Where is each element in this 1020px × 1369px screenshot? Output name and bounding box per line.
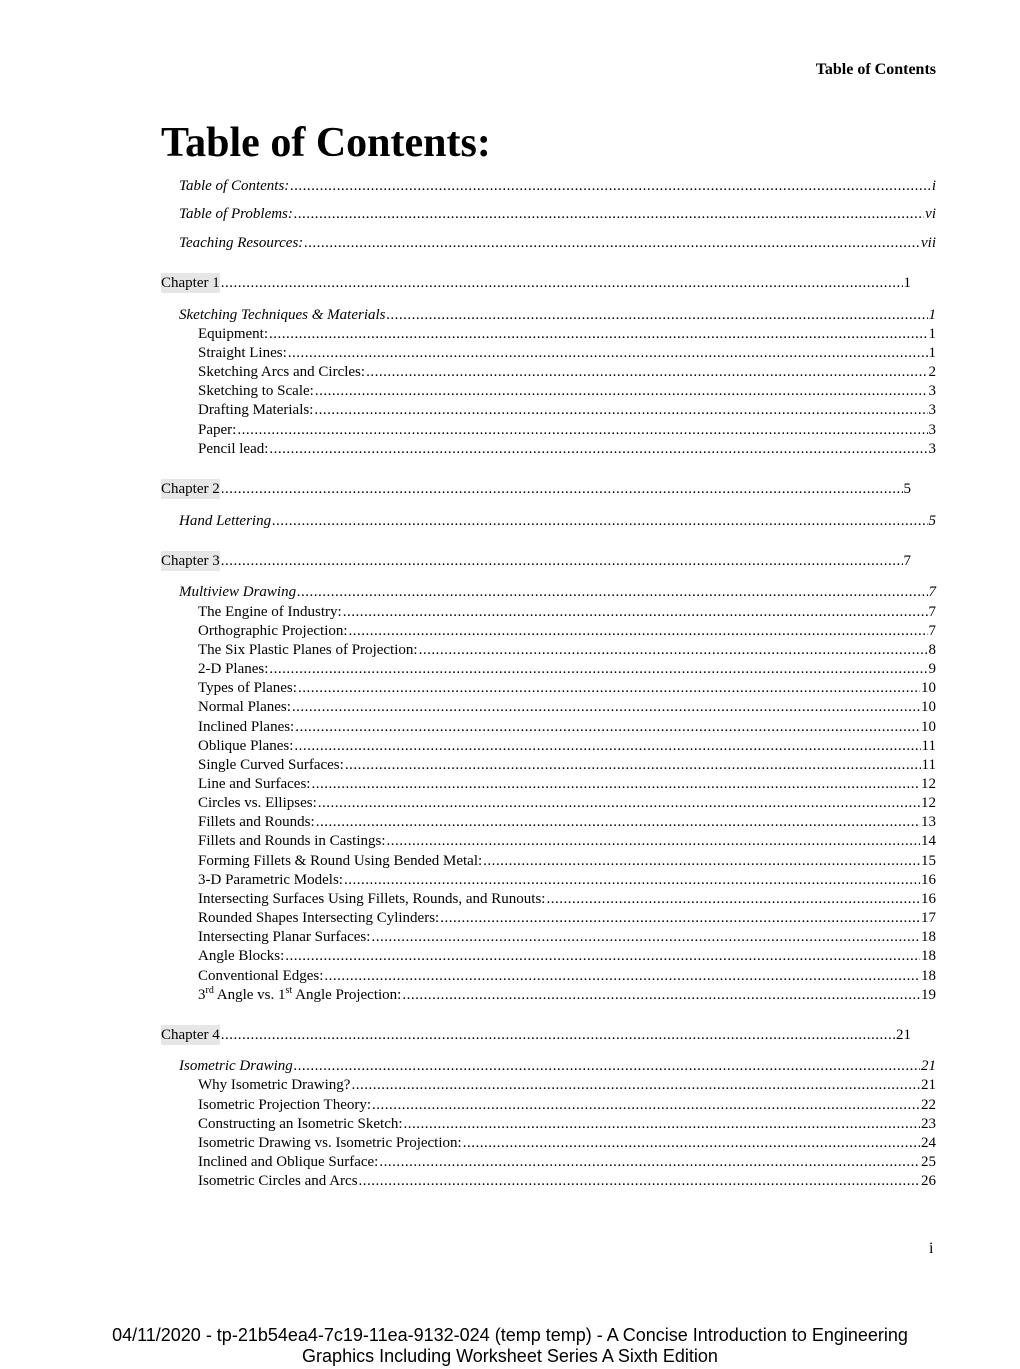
toc-entry-page: 21 xyxy=(921,1077,936,1093)
dot-leader xyxy=(269,659,927,679)
toc-entry-page: 16 xyxy=(921,872,936,888)
toc-item-label: Sketching Arcs and Circles: xyxy=(198,364,366,380)
toc-chapter-label: Chapter 4 xyxy=(161,1027,220,1043)
toc-chapter-label: Chapter 1 xyxy=(161,275,220,291)
toc-entry-page: i xyxy=(931,178,936,194)
toc-item-label: Angle Blocks: xyxy=(198,948,285,964)
toc-item-label: Fillets and Rounds in Castings: xyxy=(198,833,386,849)
toc-item-entry[interactable] xyxy=(198,1095,936,1115)
dot-leader xyxy=(272,511,927,531)
ordinal-suffix: st xyxy=(285,985,293,996)
dot-leader xyxy=(379,1152,920,1172)
toc-item-entry[interactable] xyxy=(198,640,936,660)
toc-item-label: Isometric Circles and Arcs xyxy=(198,1173,358,1189)
dot-leader xyxy=(351,1075,920,1095)
toc-entry-page: 21 xyxy=(896,1027,911,1043)
toc-entry-page: 10 xyxy=(921,680,936,696)
footer-line: 04/11/2020 - tp-21b54ea4-7c19-11ea-9132-024 (temp temp) - A Concise Introduction to Engineering xyxy=(112,1325,908,1345)
dot-leader xyxy=(359,1171,920,1191)
toc-item-label: Inclined Planes: xyxy=(198,719,295,735)
toc-entry-page: vi xyxy=(925,206,936,222)
toc-section-entry[interactable] xyxy=(179,305,936,325)
toc-entry-page: 18 xyxy=(921,968,936,984)
toc-front-entry[interactable] xyxy=(179,176,936,196)
toc-front-entry[interactable] xyxy=(179,233,936,253)
toc-entry-page: 9 xyxy=(928,661,936,677)
footer-line: Graphics Including Worksheet Series A Sixth Edition xyxy=(302,1346,718,1366)
toc-item-label: Paper: xyxy=(198,422,237,438)
toc-item-label: Forming Fillets & Round Using Bended Metal: xyxy=(198,853,483,869)
toc-item-entry[interactable] xyxy=(198,755,936,775)
running-header: Table of Contents xyxy=(815,61,936,78)
toc-item-entry[interactable] xyxy=(198,831,936,851)
toc-entry-page: 21 xyxy=(921,1058,936,1074)
toc-entry-page: 23 xyxy=(921,1116,936,1132)
toc-item-entry[interactable] xyxy=(198,927,936,947)
toc-entry-page: 13 xyxy=(921,814,936,830)
toc-entry-page: 19 xyxy=(921,987,936,1003)
toc-entry-page: 1 xyxy=(903,275,911,291)
dot-leader xyxy=(237,420,927,440)
toc-item-entry[interactable] xyxy=(198,793,936,813)
ordinal-number: 3 xyxy=(198,987,206,1003)
dot-leader xyxy=(387,305,928,325)
dot-leader xyxy=(345,755,921,775)
toc-entry-label: Table of Contents: xyxy=(179,178,290,194)
dot-leader xyxy=(221,1025,895,1045)
toc-item-entry[interactable] xyxy=(198,439,936,459)
toc-section-entry[interactable] xyxy=(179,511,936,531)
toc-item-label: Normal Planes: xyxy=(198,699,291,715)
label-text: Angle Projection: xyxy=(292,987,402,1003)
dot-leader xyxy=(292,697,920,717)
toc-entry-page: vii xyxy=(921,235,936,251)
dot-leader xyxy=(294,736,920,756)
toc-item-label: Isometric Projection Theory: xyxy=(198,1097,372,1113)
dot-leader xyxy=(483,851,920,871)
toc-item-entry[interactable] xyxy=(198,1075,936,1095)
toc-section-label: Multiview Drawing xyxy=(179,584,297,600)
label-text: Angle vs. 1 xyxy=(213,987,286,1003)
toc-entry-page: 18 xyxy=(921,948,936,964)
toc-item-label: Why Isometric Drawing? xyxy=(198,1077,351,1093)
toc-item-entry[interactable] xyxy=(198,774,936,794)
dot-leader xyxy=(349,621,928,641)
toc-entry-page: 5 xyxy=(928,513,936,529)
dot-leader xyxy=(372,1095,920,1115)
toc-section-entry[interactable] xyxy=(179,1056,936,1076)
toc-item-entry[interactable] xyxy=(198,717,936,737)
toc-item-label xyxy=(198,985,401,1005)
dot-leader xyxy=(324,966,920,986)
dot-leader xyxy=(343,602,928,622)
toc-entry-page: 17 xyxy=(921,910,936,926)
toc-item-label: Single Curved Surfaces: xyxy=(198,757,344,773)
dot-leader xyxy=(294,1056,920,1076)
toc-chapter-label: Chapter 2 xyxy=(161,481,220,497)
toc-item-label: The Six Plastic Planes of Projection: xyxy=(198,642,418,658)
toc-item-entry[interactable] xyxy=(198,1152,936,1172)
toc-entry-page: 22 xyxy=(921,1097,936,1113)
toc-item-entry[interactable] xyxy=(198,851,936,871)
toc-entry-page: 10 xyxy=(921,719,936,735)
toc-chapter-label: Chapter 3 xyxy=(161,553,220,569)
toc-item-label: Circles vs. Ellipses: xyxy=(198,795,317,811)
toc-item-label: Rounded Shapes Intersecting Cylinders: xyxy=(198,910,440,926)
dot-leader xyxy=(419,640,928,660)
dot-leader xyxy=(366,362,927,382)
toc-item-label: 2-D Planes: xyxy=(198,661,269,677)
toc-item-label: Straight Lines: xyxy=(198,345,287,361)
dot-leader xyxy=(440,908,920,928)
toc-chapter-entry[interactable] xyxy=(161,1025,911,1045)
toc-item-label: Oblique Planes: xyxy=(198,738,294,754)
dot-leader xyxy=(318,793,920,813)
toc-item-entry[interactable] xyxy=(198,678,936,698)
dot-leader xyxy=(294,204,924,224)
toc-entry-page: 11 xyxy=(921,738,936,754)
toc-item-label: Equipment: xyxy=(198,326,268,342)
dot-leader xyxy=(314,400,927,420)
page-number: i xyxy=(929,1240,934,1257)
toc-entry-page: 16 xyxy=(921,891,936,907)
dot-leader xyxy=(304,233,920,253)
toc-entry-page: 3 xyxy=(928,402,936,418)
toc-entry-page: 14 xyxy=(921,833,936,849)
toc-entry-page: 12 xyxy=(921,795,936,811)
toc-entry-page: 5 xyxy=(903,481,911,497)
dot-leader xyxy=(402,985,920,1005)
toc-item-entry[interactable] xyxy=(198,381,936,401)
toc-item-entry[interactable] xyxy=(198,324,936,344)
toc-item-entry[interactable] xyxy=(198,870,936,890)
toc-entry-page: 18 xyxy=(921,929,936,945)
toc-entry-page: 10 xyxy=(921,699,936,715)
toc-item-entry[interactable] xyxy=(198,1133,936,1153)
dot-leader xyxy=(221,551,903,571)
toc-item-label: Constructing an Isometric Sketch: xyxy=(198,1116,403,1132)
toc-item-entry[interactable] xyxy=(198,659,936,679)
dot-leader xyxy=(546,889,920,909)
toc-item-entry[interactable] xyxy=(198,697,936,717)
toc-item-label: Pencil lead: xyxy=(198,441,269,457)
dot-leader xyxy=(298,678,920,698)
dot-leader xyxy=(404,1114,920,1134)
dot-leader xyxy=(221,273,903,293)
toc-item-entry[interactable] xyxy=(198,621,936,641)
toc-item-label: Intersecting Surfaces Using Fillets, Rounds, and Runouts: xyxy=(198,891,546,907)
toc-item-entry[interactable] xyxy=(198,812,936,832)
toc-item-entry[interactable] xyxy=(198,908,936,928)
dot-leader xyxy=(371,927,920,947)
toc-entry-page: 7 xyxy=(928,604,936,620)
toc-entry-page: 7 xyxy=(903,553,911,569)
toc-section-entry[interactable] xyxy=(179,582,936,602)
toc-front-entry[interactable] xyxy=(179,204,936,224)
dot-leader xyxy=(285,946,920,966)
dot-leader xyxy=(269,439,927,459)
toc-section-label: Isometric Drawing xyxy=(179,1058,293,1074)
toc-chapter-entry[interactable] xyxy=(161,273,911,293)
toc-item-entry[interactable] xyxy=(198,1171,936,1191)
toc-entry-page: 3 xyxy=(928,422,936,438)
toc-entry-page: 25 xyxy=(921,1154,936,1170)
dot-leader xyxy=(463,1133,920,1153)
toc-item-label: Fillets and Rounds: xyxy=(198,814,315,830)
dot-leader xyxy=(344,870,920,890)
footer-watermark xyxy=(0,1325,1020,1367)
toc-item-label: Inclined and Oblique Surface: xyxy=(198,1154,379,1170)
toc-entry-label: Teaching Resources: xyxy=(179,235,304,251)
toc-item-entry[interactable] xyxy=(198,889,936,909)
toc-chapter-entry[interactable] xyxy=(161,479,911,499)
toc-item-entry[interactable] xyxy=(198,602,936,622)
toc-entry-page: 7 xyxy=(928,623,936,639)
toc-item-label: Drafting Materials: xyxy=(198,402,314,418)
toc-item-entry[interactable] xyxy=(198,946,936,966)
dot-leader xyxy=(295,717,920,737)
toc-item-label: Orthographic Projection: xyxy=(198,623,348,639)
toc-item-label: Sketching to Scale: xyxy=(198,383,314,399)
toc-item-entry[interactable] xyxy=(198,985,936,1005)
toc-entry-page: 1 xyxy=(928,345,936,361)
toc-entry-label: Table of Problems: xyxy=(179,206,293,222)
dot-leader xyxy=(311,774,920,794)
toc-entry-page: 15 xyxy=(921,853,936,869)
dot-leader xyxy=(315,381,928,401)
toc-item-label: Isometric Drawing vs. Isometric Projection: xyxy=(198,1135,462,1151)
toc-entry-page: 2 xyxy=(928,364,936,380)
toc-item-label: 3-D Parametric Models: xyxy=(198,872,343,888)
toc-entry-page: 11 xyxy=(921,757,936,773)
dot-leader xyxy=(290,176,931,196)
dot-leader xyxy=(221,479,903,499)
toc-item-label: Line and Surfaces: xyxy=(198,776,311,792)
toc-entry-page: 24 xyxy=(921,1135,936,1151)
toc-item-entry[interactable] xyxy=(198,966,936,986)
dot-leader xyxy=(288,343,928,363)
toc-entry-page: 26 xyxy=(921,1173,936,1189)
toc-item-entry[interactable] xyxy=(198,400,936,420)
toc-item-entry[interactable] xyxy=(198,1114,936,1134)
toc-entry-page: 1 xyxy=(928,326,936,342)
toc-entry-page: 12 xyxy=(921,776,936,792)
toc-chapter-entry[interactable] xyxy=(161,551,911,571)
toc-entry-page: 1 xyxy=(928,307,936,323)
toc-entry-page: 7 xyxy=(928,584,936,600)
toc-item-label: Types of Planes: xyxy=(198,680,297,696)
page-title: Table of Contents: xyxy=(161,120,491,166)
toc-entry-page: 3 xyxy=(928,441,936,457)
toc-item-label: Conventional Edges: xyxy=(198,968,324,984)
toc-item-entry[interactable] xyxy=(198,362,936,382)
toc-entry-page: 8 xyxy=(928,642,936,658)
ordinal-suffix: rd xyxy=(205,985,214,996)
toc-item-label: Intersecting Planar Surfaces: xyxy=(198,929,371,945)
toc-entry-page: 3 xyxy=(928,383,936,399)
toc-section-label: Hand Lettering xyxy=(179,513,272,529)
toc-section-label: Sketching Techniques & Materials xyxy=(179,307,386,323)
dot-leader xyxy=(269,324,928,344)
toc-item-label: The Engine of Industry: xyxy=(198,604,342,620)
dot-leader xyxy=(387,831,920,851)
toc-item-entry[interactable] xyxy=(198,343,936,363)
dot-leader xyxy=(297,582,927,602)
dot-leader xyxy=(316,812,920,832)
toc-item-entry[interactable] xyxy=(198,736,936,756)
toc-item-entry[interactable] xyxy=(198,420,936,440)
